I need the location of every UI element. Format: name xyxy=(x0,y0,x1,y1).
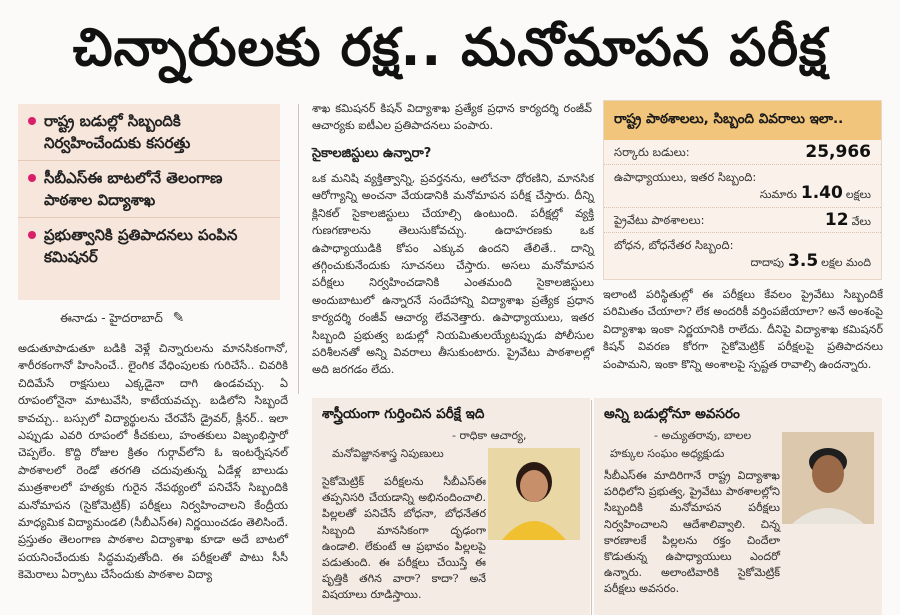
article-column-1: అడుతూపాడుతూ బడికి వెళ్లే చిన్నారులను మానసికంగానో, శారీరకంగానో హింసించే.. లైంగిక వేధింపులకు గురిచేసే.. చివరికి చిదిమేసే రాక్షసులు ఎక్కడైనా దాగి ఉండవచ్చు. ఏ రూపంలోనైనా మాటువేసి, కాటేయవచ్చు. బడిలోని సిబ్బందే కావచ్చు.. బస్సులో విద్యార్థులను చేరవేసే డ్రైవర్, క్లీనర్.. ఇలా ఎప్పుడు ఎవరి రూపంలో కీచకులు, హంతకులు విజృంభిస్తారో చెప్పలేం. కొద్ది రోజుల క్రితం గుర్గావ్‌లోని ఓ ఇంటర్నేషనల్ పాఠశాలలో రెండో తరగతి చదువుతున్న ఏడేళ్ల బాలుడు ముత్రశాలలో హత్యకు గురైన నేపథ్యంలో పనిచేసే సిబ్బందికి మనోమాపన (సైకోమెట్రిక్) పరీక్షలు నిర్వహించాలని కేంద్రీయ మాధ్యమిక విద్యామండలి (సీబీఎస్‌ఈ) నిర్ణయించడం తెలిసిందే. ప్రస్తుతం తెలంగాణ పాఠశాల విద్యాశాఖ కూడా అదే బాటలో పయనించేందుకు సిద్ధమవుతోంది. ఈ పరీక్షలతో పాటు సీసీ కెమెరాలు ఏర్పాటు చేసేందుకు పాఠశాల విద్యా xyxy=(18,342,288,582)
stat-value-line xyxy=(614,253,871,271)
quote-author: - అచ్యుతరావు, బాలల xyxy=(654,429,752,442)
bullet-icon xyxy=(28,117,36,125)
stat-unit: వేలు xyxy=(851,215,871,228)
stats-box xyxy=(603,100,882,280)
stat-label: ప్రైవేటు పాఠశాలలు: xyxy=(614,213,705,227)
quote-heading: అన్ని బడుల్లోనూ అవసరం xyxy=(604,406,740,422)
quote-author-role: మనోవిజ్ఞానశాస్త్ర నిపుణులు xyxy=(332,447,444,460)
expert-quote-1 xyxy=(312,398,590,615)
stat-value: 12 xyxy=(824,210,849,230)
highlight-item: రాష్ట్ర బడుల్లో సిబ్బందికి నిర్వహించేందుకు కసరత్తు xyxy=(18,104,280,161)
stat-prefix: సుమారు xyxy=(759,188,797,201)
stats-title: రాష్ట్ర పాఠశాలలు, సిబ్బంది వివరాలు ఇలా.. xyxy=(604,101,881,140)
headline: చిన్నారులకు రక్ష.. మనోమాపన పరీక్ష xyxy=(72,18,828,78)
expert-quote-2 xyxy=(594,398,882,615)
stat-label: సర్కారు బడులు: xyxy=(614,145,690,159)
portrait-icon xyxy=(782,432,874,524)
bullet-icon xyxy=(28,174,36,182)
highlight-item: ప్రభుత్వానికి ప్రతిపాదనలు పంపిన కమిషనర్ xyxy=(18,218,280,274)
stat-value: 1.40 xyxy=(800,183,843,203)
stat-value: 25,966 xyxy=(805,142,871,162)
highlight-item: సీబీఎస్‌ఈ బాటలోనే తెలంగాణ పాఠశాల విద్యాశాఖ xyxy=(18,161,280,218)
stat-unit: లక్షల మంది xyxy=(821,256,871,269)
quote-author-role: హక్కుల సంఘం అధ్యక్షుడు xyxy=(610,447,725,460)
article-column-2-top: శాఖ కమిషనర్ కిషన్ విద్యాశాఖ ప్రత్యేక ప్రధాన కార్యదర్శి రంజీవ్ ఆచార్యకు ఐటీఎల ప్రతిపాదనలు పంపారు. xyxy=(312,102,592,133)
byline xyxy=(60,310,260,328)
stat-prefix: దాదాపు xyxy=(750,256,785,269)
author-photo xyxy=(488,448,580,540)
stat-value-line xyxy=(614,185,871,203)
byline-text: ఈనాడు - హైదరాబాద్ xyxy=(60,311,163,325)
stat-label: ఉపాధ్యాయులు, ఇతర సిబ్బంది: xyxy=(614,170,757,184)
stat-row xyxy=(604,233,881,275)
stat-row xyxy=(604,140,881,165)
quote-heading: శాస్త్రీయంగా గుర్తించిన పరీక్షే ఇది xyxy=(322,406,485,422)
article-column-3: ఇలాంటి పరిస్థితుల్లో ఈ పరీక్షలు కేవలం ప్రైవేటు సిబ్బందికే పరిమితం చేయాలా? లేక అందరికీ వర్తింపజేయాలా? అనే అంశంపై విద్యాశాఖ ఇంకా నిర్ణయానికి రాలేదు. దీనిపై విద్యాశాఖ కమిషనర్ కిషన్ వివరణ కోరగా సైకోమెట్రిక్ పరీక్షలపై ప్రతిపాదనలు పంపామని, ఇంకా కొన్ని అంశాలపై స్పష్టత రావాల్సి ఉందన్నారు. xyxy=(603,288,883,371)
stat-label: బోధన, బోధనేతర సిబ్బంది: xyxy=(614,238,734,252)
column-divider xyxy=(298,104,299,394)
quote-body: సైకోమెట్రిక్ పరీక్షలను సీబీఎస్‌ఈ తప్పనిసరి చేయడాన్ని అభినందించాలి. పిల్లలతో పనిచేసే బోధనా, బోధనేతర సిబ్బంది మానసికంగా దృఢంగా ఉండాలి. లేకుంటే ఆ ప్రభావం పిల్లలపై పడుతుంది. ఈ పరీక్షలు చేయిస్తే ఈ పృత్తికి తగిన వారా? కాదా? అనే విషయాలు రూడిస్తాయి. xyxy=(322,475,486,602)
highlights-box xyxy=(18,104,280,300)
stat-value: 3.5 xyxy=(788,251,819,271)
portrait-icon xyxy=(488,448,580,540)
quote-author: - రాధికా ఆచార్య, xyxy=(452,429,527,442)
article-column-2: ఒక మనిషి వ్యక్తిత్వాన్ని, ప్రవర్తనను, ఆలోచనా ధోరణిని, మానసిక ఆరోగ్యాన్ని అంచనా వేయడానికి మనోమాపన పరీక్ష చేస్తారు. దీన్ని క్లినికల్ సైకాలజిస్టులు చేయాల్సి ఉంటుంది. పరీక్షల్లో వ్యక్తి గుణగణాలను తెలుసుకోవచ్చు. ఉదాహరణకు ఒక ఉపాధ్యాయుడికి కోపం ఎక్కువ ఉందని తేలితే.. దాన్ని తగ్గించుకునేందుకు సూచనలు చేస్తారు. అసలు మనోమాపన పరీక్షలు నిర్వహించడానికి ఎంతమంది సైకాలజిస్టులు అందుబాటులో ఉన్నారనే సందేహాన్ని విద్యాశాఖ ప్రత్యేక ప్రధాన కార్యదర్శి రంజీవ్ ఆచార్య లేవనెత్తారు. ఉపాధ్యాయులు, ఇతర సిబ్బంది ప్రభుత్వ బడుల్లో నియమితులయ్యేటప్పుడు పోలీసుల పరిశీలనతో అన్ని వివరాలు తీసుకుంటారు. ప్రైవేటు పాఠశాలల్లో అది జరగడం లేదు. xyxy=(312,172,594,377)
author-photo xyxy=(782,432,874,524)
stat-unit: లక్షలు xyxy=(845,188,871,201)
pen-icon: ✎ xyxy=(172,310,185,326)
stat-row xyxy=(604,165,881,208)
quote-divider xyxy=(591,400,592,615)
stat-value-line xyxy=(825,212,871,230)
stat-row xyxy=(604,208,881,233)
quote-body: సీబీఎస్‌ఈ మాదిరిగానే రాష్ట్ర విద్యాశాఖ పరిధిలోని ప్రభుత్వ, ప్రైవేటు పాఠశాలల్లోని సిబ్బందికి మనోమాపన పరీక్షలు నిర్వహించాలని ఆదేశాలివ్వాలి. చిన్న కారణాలకే పిల్లలను రక్తం చిందేలా కొడుతున్న ఉపాధ్యాయులు ఎందరో ఉన్నారు. అలాంటివారికి సైకోమెట్రిక్ పరీక్షలు అవసరం. xyxy=(604,469,780,596)
subheading: సైకాలజిస్టులు ఉన్నారా? xyxy=(312,146,432,161)
bullet-icon xyxy=(28,231,36,239)
